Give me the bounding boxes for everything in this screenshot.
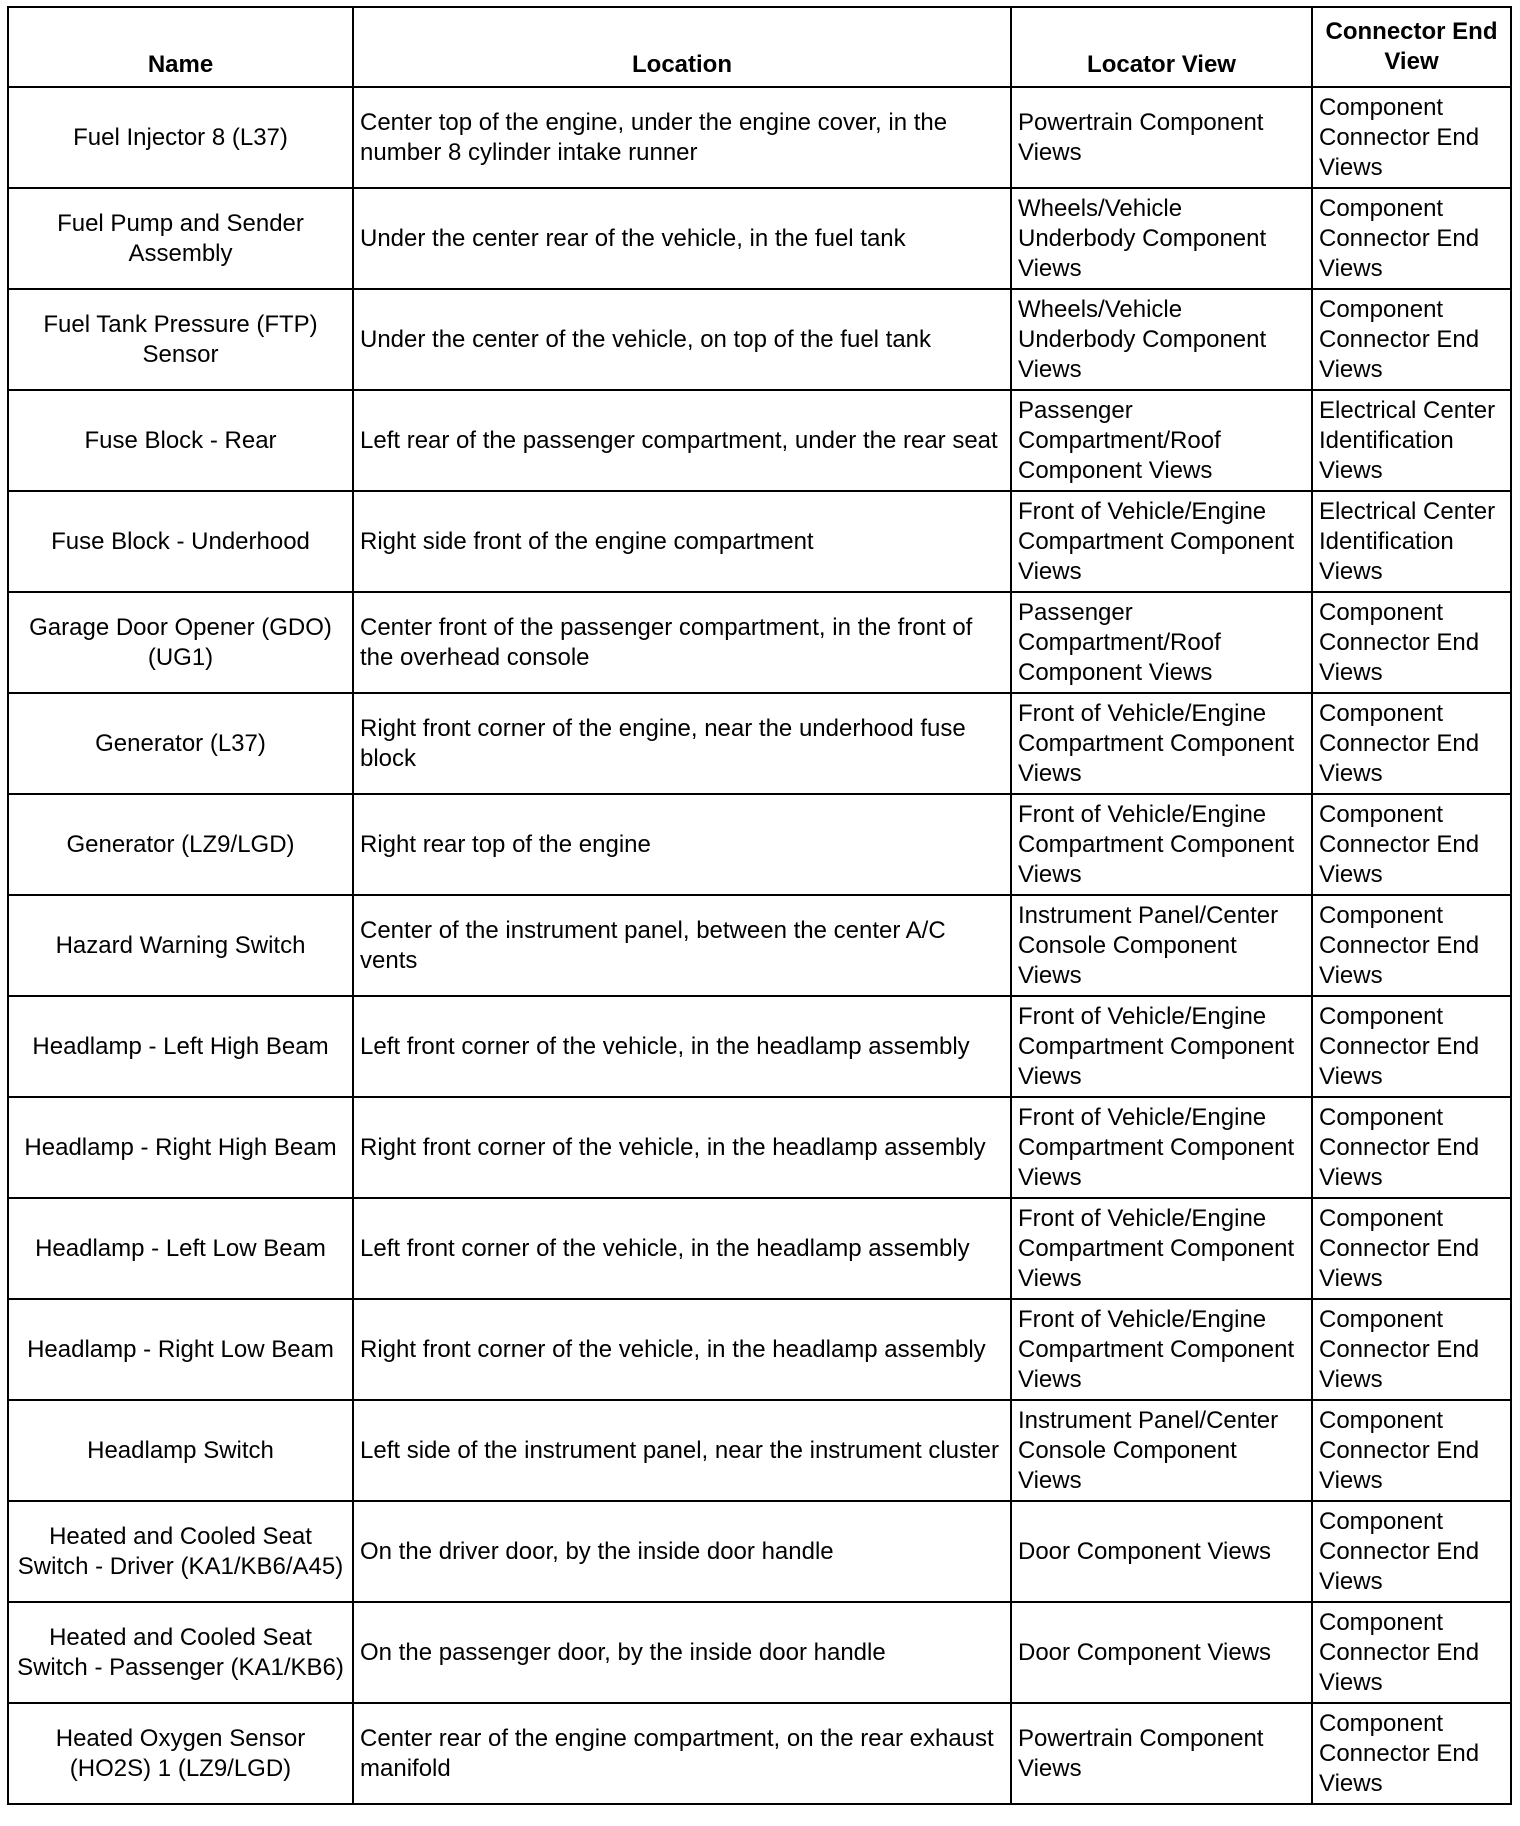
header-name: Name: [8, 7, 353, 87]
cell-name: Headlamp - Left Low Beam: [8, 1198, 353, 1299]
table-row: [8, 1198, 1511, 1299]
cell-location: Center of the instrument panel, between the center A/C vents: [353, 895, 1011, 996]
cell-name: Fuel Injector 8 (L37): [8, 87, 353, 188]
cell-locator-view: Passenger Compartment/Roof Component Views: [1011, 390, 1312, 491]
cell-connector-end-view: Component Connector End Views: [1312, 1097, 1511, 1198]
cell-name: Heated Oxygen Sensor (HO2S) 1 (LZ9/LGD): [8, 1703, 353, 1804]
cell-location: Left front corner of the vehicle, in the headlamp assembly: [353, 1198, 1011, 1299]
table-row: [8, 1299, 1511, 1400]
cell-connector-end-view: Electrical Center Identification Views: [1312, 491, 1511, 592]
table-row: [8, 188, 1511, 289]
table-row: [8, 794, 1511, 895]
header-row: [8, 7, 1511, 87]
cell-locator-view: Wheels/Vehicle Underbody Component Views: [1011, 188, 1312, 289]
cell-name: Headlamp - Right High Beam: [8, 1097, 353, 1198]
cell-locator-view: Front of Vehicle/Engine Compartment Component Views: [1011, 1198, 1312, 1299]
cell-location: Center front of the passenger compartment, in the front of the overhead console: [353, 592, 1011, 693]
table-row: [8, 592, 1511, 693]
cell-location: Under the center rear of the vehicle, in the fuel tank: [353, 188, 1011, 289]
table-row: [8, 895, 1511, 996]
table-row: [8, 289, 1511, 390]
cell-locator-view: Instrument Panel/Center Console Component Views: [1011, 895, 1312, 996]
cell-connector-end-view: Component Connector End Views: [1312, 1703, 1511, 1804]
cell-locator-view: Passenger Compartment/Roof Component Views: [1011, 592, 1312, 693]
cell-location: On the driver door, by the inside door handle: [353, 1501, 1011, 1602]
cell-connector-end-view: Component Connector End Views: [1312, 794, 1511, 895]
cell-name: Fuse Block - Underhood: [8, 491, 353, 592]
cell-name: Heated and Cooled Seat Switch - Driver (KA1/KB6/A45): [8, 1501, 353, 1602]
component-locator-table: [7, 6, 1512, 1805]
table-row: [8, 1400, 1511, 1501]
cell-name: Fuel Pump and Sender Assembly: [8, 188, 353, 289]
cell-locator-view: Front of Vehicle/Engine Compartment Component Views: [1011, 693, 1312, 794]
cell-location: Under the center of the vehicle, on top of the fuel tank: [353, 289, 1011, 390]
table-header: [8, 7, 1511, 87]
cell-location: Center top of the engine, under the engine cover, in the number 8 cylinder intake runner: [353, 87, 1011, 188]
table-row: [8, 693, 1511, 794]
cell-location: Right side front of the engine compartment: [353, 491, 1011, 592]
table-row: [8, 390, 1511, 491]
cell-location: Right front corner of the vehicle, in the headlamp assembly: [353, 1299, 1011, 1400]
cell-locator-view: Powertrain Component Views: [1011, 1703, 1312, 1804]
cell-connector-end-view: Component Connector End Views: [1312, 693, 1511, 794]
cell-locator-view: Instrument Panel/Center Console Component Views: [1011, 1400, 1312, 1501]
cell-locator-view: Door Component Views: [1011, 1501, 1312, 1602]
cell-name: Fuel Tank Pressure (FTP) Sensor: [8, 289, 353, 390]
cell-name: Generator (L37): [8, 693, 353, 794]
cell-locator-view: Front of Vehicle/Engine Compartment Component Views: [1011, 794, 1312, 895]
cell-location: Left rear of the passenger compartment, under the rear seat: [353, 390, 1011, 491]
cell-location: Right rear top of the engine: [353, 794, 1011, 895]
table-row: [8, 491, 1511, 592]
cell-locator-view: Front of Vehicle/Engine Compartment Component Views: [1011, 1097, 1312, 1198]
cell-name: Hazard Warning Switch: [8, 895, 353, 996]
cell-connector-end-view: Component Connector End Views: [1312, 1602, 1511, 1703]
cell-location: Left side of the instrument panel, near the instrument cluster: [353, 1400, 1011, 1501]
cell-locator-view: Front of Vehicle/Engine Compartment Component Views: [1011, 996, 1312, 1097]
cell-connector-end-view: Component Connector End Views: [1312, 996, 1511, 1097]
cell-name: Garage Door Opener (GDO) (UG1): [8, 592, 353, 693]
cell-connector-end-view: Component Connector End Views: [1312, 1400, 1511, 1501]
cell-connector-end-view: Electrical Center Identification Views: [1312, 390, 1511, 491]
header-locator-view: Locator View: [1011, 7, 1312, 87]
cell-connector-end-view: Component Connector End Views: [1312, 1299, 1511, 1400]
cell-locator-view: Front of Vehicle/Engine Compartment Component Views: [1011, 1299, 1312, 1400]
cell-connector-end-view: Component Connector End Views: [1312, 1198, 1511, 1299]
cell-location: Center rear of the engine compartment, on the rear exhaust manifold: [353, 1703, 1011, 1804]
cell-connector-end-view: Component Connector End Views: [1312, 592, 1511, 693]
cell-connector-end-view: Component Connector End Views: [1312, 289, 1511, 390]
cell-name: Headlamp - Left High Beam: [8, 996, 353, 1097]
header-connector-end-view: Connector End View: [1312, 7, 1511, 87]
cell-name: Headlamp Switch: [8, 1400, 353, 1501]
cell-locator-view: Powertrain Component Views: [1011, 87, 1312, 188]
cell-location: On the passenger door, by the inside door handle: [353, 1602, 1011, 1703]
cell-connector-end-view: Component Connector End Views: [1312, 895, 1511, 996]
cell-name: Generator (LZ9/LGD): [8, 794, 353, 895]
cell-location: Left front corner of the vehicle, in the headlamp assembly: [353, 996, 1011, 1097]
table-row: [8, 87, 1511, 188]
cell-location: Right front corner of the vehicle, in the headlamp assembly: [353, 1097, 1011, 1198]
header-location: Location: [353, 7, 1011, 87]
table-row: [8, 1501, 1511, 1602]
table-row: [8, 1703, 1511, 1804]
table-body: [8, 87, 1511, 1804]
table-row: [8, 1602, 1511, 1703]
table-row: [8, 996, 1511, 1097]
cell-name: Fuse Block - Rear: [8, 390, 353, 491]
cell-location: Right front corner of the engine, near the underhood fuse block: [353, 693, 1011, 794]
cell-connector-end-view: Component Connector End Views: [1312, 87, 1511, 188]
cell-locator-view: Door Component Views: [1011, 1602, 1312, 1703]
cell-name: Heated and Cooled Seat Switch - Passenger (KA1/KB6): [8, 1602, 353, 1703]
cell-locator-view: Front of Vehicle/Engine Compartment Component Views: [1011, 491, 1312, 592]
cell-connector-end-view: Component Connector End Views: [1312, 188, 1511, 289]
cell-locator-view: Wheels/Vehicle Underbody Component Views: [1011, 289, 1312, 390]
cell-name: Headlamp - Right Low Beam: [8, 1299, 353, 1400]
cell-connector-end-view: Component Connector End Views: [1312, 1501, 1511, 1602]
table-row: [8, 1097, 1511, 1198]
